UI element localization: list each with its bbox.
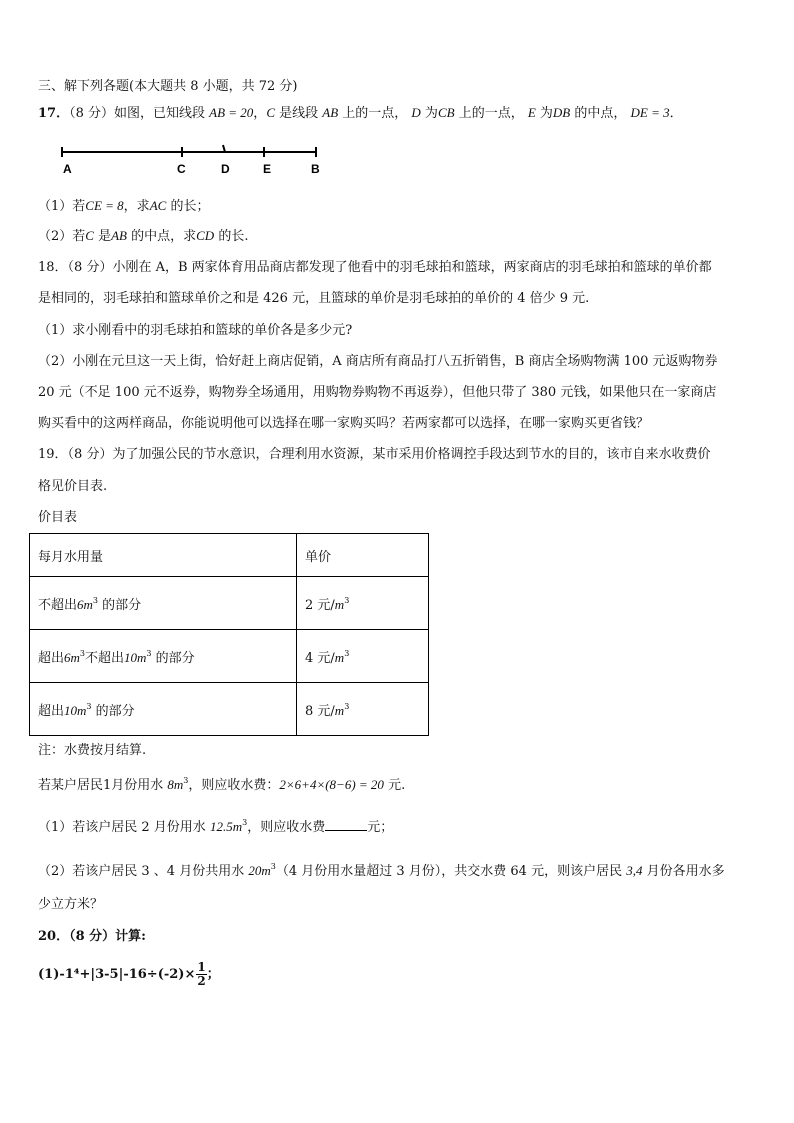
math-volume: 20m xyxy=(248,863,271,878)
text: ，则应收水费： xyxy=(188,778,280,793)
text: 上的一点， xyxy=(454,106,528,121)
text: （2）若 xyxy=(38,229,86,244)
tick-d xyxy=(223,145,225,152)
math-ab: AB xyxy=(111,228,127,243)
answer-blank xyxy=(325,818,367,831)
text: 是 xyxy=(93,229,112,244)
question-17-stem xyxy=(38,104,683,123)
superscript: 3 xyxy=(79,648,85,658)
text: 的中点， xyxy=(570,106,631,121)
math-unit: m xyxy=(334,649,345,665)
text: 的长； xyxy=(166,199,210,214)
point-label-e: E xyxy=(263,162,272,176)
text: ； xyxy=(206,967,220,982)
math-volume: 10m xyxy=(124,649,147,665)
question-18-line-2: 是相同的，羽毛球拍和篮球单价之和是 426 元，且篮球的单价是羽毛球拍的单价的 4 倍少 9 元. xyxy=(38,291,590,306)
math-volume: 12.5m xyxy=(209,819,243,834)
text: 为 xyxy=(420,106,438,121)
table-cell-price xyxy=(297,683,429,736)
text: ． xyxy=(669,106,683,121)
point-label-b: B xyxy=(311,162,320,176)
math-c: C xyxy=(266,105,275,120)
math-ce: CE = 8 xyxy=(85,198,124,213)
math-unit: m xyxy=(334,702,345,718)
superscript: 3 xyxy=(183,776,189,785)
table-header-cell: 单价 xyxy=(297,534,429,577)
math-volume: 10m xyxy=(64,702,87,718)
question-18-part-2-line-1: （2）小刚在元旦这一天上街，恰好赶上商店促销，A 商店所有商品打八五折销售，B 商店全场购物满 100 元返购物券 xyxy=(38,354,718,369)
question-19-example xyxy=(38,776,405,795)
math-cd: CD xyxy=(196,228,215,243)
math-ab-eq: AB = 20 xyxy=(209,105,254,120)
text: 不超出 xyxy=(85,650,125,666)
text: 超出 xyxy=(38,703,65,719)
question-score: （8 分） xyxy=(69,106,114,121)
text: 若某户居民1月份用水 xyxy=(38,778,168,793)
table-cell-usage xyxy=(30,683,297,736)
superscript: 3 xyxy=(344,701,350,711)
text: ，求 xyxy=(123,199,150,214)
question-19-line-1: 19．（8 分）为了加强公民的节水意识，合理利用水资源，某市采用价格调控手段达到节水的目的，该市自来水收费价 xyxy=(38,447,711,462)
superscript: 3 xyxy=(92,595,98,605)
table-cell-price xyxy=(297,577,429,630)
math-unit: m xyxy=(334,596,345,612)
text: 的部分 xyxy=(91,703,135,719)
superscript: 3 xyxy=(270,862,276,871)
table-caption: 价目表 xyxy=(38,510,78,525)
math-calc: 2×6+4×(8−6) = 20 xyxy=(279,777,384,792)
price-table xyxy=(29,533,429,736)
text: 的部分 xyxy=(98,597,142,613)
table-note: 注：水费按月结算. xyxy=(38,743,147,758)
text: （1）若 xyxy=(38,199,86,214)
table-row xyxy=(30,683,429,736)
question-18-part-1: （1）求小刚看中的羽毛球拍和篮球的单价各是多少元? xyxy=(38,323,353,338)
math-volume: 6m xyxy=(64,649,80,665)
text: 元. xyxy=(383,778,406,793)
question-17-part-2 xyxy=(38,227,248,246)
fraction-numerator: 1 xyxy=(197,960,206,974)
math-volume: 8m xyxy=(167,777,184,792)
text: 8 元/ xyxy=(305,703,335,719)
point-label-a: A xyxy=(63,162,72,176)
point-label-d: D xyxy=(221,162,230,176)
fraction-denominator: 2 xyxy=(197,974,206,988)
text: 月份各用水多 xyxy=(642,864,725,879)
math-expression: (1)-1⁴+|3-5|-16÷(-2)× xyxy=(38,967,196,982)
question-18-line-1: 18．（8 分）小刚在 A，B 两家体育用品商店都发现了他看中的羽毛球拍和篮球，两家商店的羽毛球拍和篮球的单价都 xyxy=(38,260,712,275)
question-19-part-2-line-2: 少立方米？ xyxy=(38,897,104,912)
point-label-c: C xyxy=(177,162,186,176)
superscript: 3 xyxy=(344,595,350,605)
question-17-part-1 xyxy=(38,197,209,216)
text: 是线段 xyxy=(274,106,323,121)
table-header-cell: 每月水用量 xyxy=(30,534,297,577)
question-number: 17． xyxy=(38,106,70,121)
text: 超出 xyxy=(38,650,65,666)
text: （4 月份用水量超过 3 月份），共交水费 64 元，则该户居民 xyxy=(275,864,627,879)
math-de: DE = 3 xyxy=(630,105,670,120)
text: ， xyxy=(253,106,267,121)
question-19-part-2 xyxy=(38,862,725,881)
text: 如图，已知线段 xyxy=(114,106,210,121)
table-header-row xyxy=(30,534,429,577)
text: ，则应收水费 xyxy=(247,820,326,835)
segment-figure xyxy=(58,140,328,180)
text: 不超出 xyxy=(38,597,78,613)
table-cell-price xyxy=(297,630,429,683)
question-19-line-2: 格见价目表. xyxy=(38,479,108,494)
section-title: 三、解下列各题(本大题共 8 小题，共 72 分) xyxy=(38,79,298,94)
math-months: 3,4 xyxy=(626,863,643,878)
math-cb: CB xyxy=(437,105,455,120)
text: 的中点，求 xyxy=(126,229,197,244)
math-e: E xyxy=(527,105,536,120)
table-row xyxy=(30,577,429,630)
superscript: 3 xyxy=(146,648,152,658)
math-volume: 6m xyxy=(77,596,93,612)
text: （1）若该户居民 2 月份用水 xyxy=(38,820,210,835)
table-row xyxy=(30,630,429,683)
question-18-part-2-line-3: 购买看中的这两样商品，你能说明他可以选择在哪一家购买吗？若两家都可以选择，在哪一家购买更省钱？ xyxy=(38,416,650,431)
question-20-expression xyxy=(38,960,220,990)
segment-diagram xyxy=(58,140,328,180)
text: （2）若该户居民 3 、4 月份共用水 xyxy=(38,864,249,879)
text: 上的一点， xyxy=(338,106,412,121)
question-18-part-2-line-2: 20 元（不足 100 元不返券，购物券全场通用，用购物券购物不再返券），但他只带了 380 元钱，如果他只在一家商店 xyxy=(38,385,717,400)
text: 为 xyxy=(535,106,553,121)
math-d: D xyxy=(411,105,421,120)
text: 元； xyxy=(367,820,394,835)
table-cell-usage xyxy=(30,630,297,683)
question-19-part-1 xyxy=(38,818,393,837)
math-ab: AB xyxy=(322,105,339,120)
table-cell-usage xyxy=(30,577,297,630)
text: 4 元/ xyxy=(305,650,335,666)
math-ac: AC xyxy=(149,198,167,213)
superscript: 3 xyxy=(242,818,248,827)
math-c: C xyxy=(85,228,94,243)
text: 2 元/ xyxy=(305,597,335,613)
fraction xyxy=(196,961,206,988)
math-db: DB xyxy=(552,105,571,120)
question-20-title: 20．（8 分）计算: xyxy=(38,929,146,944)
text: 的长. xyxy=(214,229,249,244)
superscript: 3 xyxy=(344,648,350,658)
superscript: 3 xyxy=(86,701,92,711)
text: 的部分 xyxy=(151,650,195,666)
